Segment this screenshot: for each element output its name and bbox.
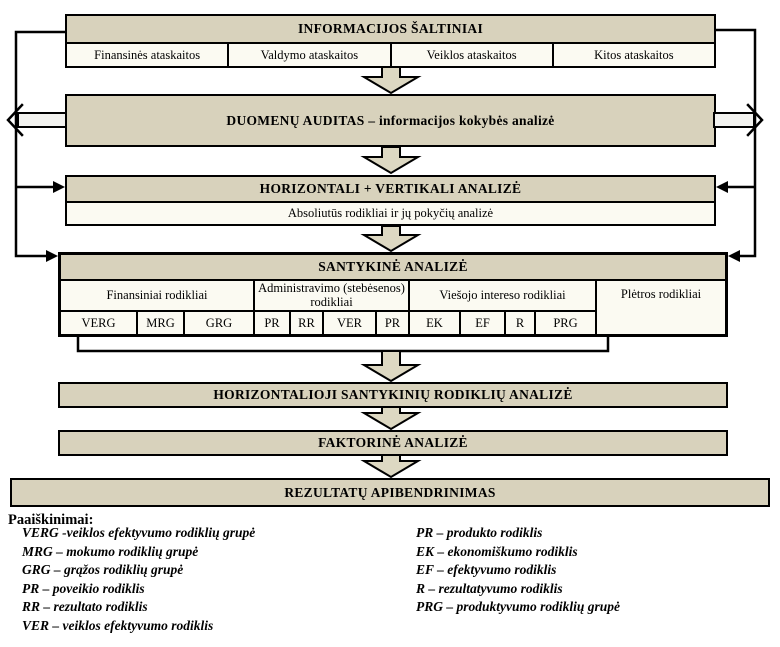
report-cell-other: Kitos ataskaitos [552, 44, 714, 66]
cell-verg: VERG [81, 315, 116, 330]
left-rail-line [16, 32, 66, 256]
group-financial-indicators [61, 281, 253, 334]
relative-analysis-table [58, 252, 728, 337]
info-sources-box [65, 14, 716, 68]
group-administration-label: Administravimo (stebėsenos) rodikliai [255, 281, 408, 312]
legend-item-ek: EK – ekonomiškumo rodiklis [416, 543, 578, 559]
horizontal-vertical-box [65, 175, 716, 226]
relative-analysis-title: SANTYKINĖ ANALIZĖ [61, 255, 725, 281]
legend-item-grg: GRG – grąžos rodiklių grupė [22, 562, 184, 578]
factor-analysis-box: FAKTORINĖ ANALIZĖ [58, 430, 728, 456]
legend-item-ef: EF – efektyvumo rodiklis [416, 562, 557, 578]
horizontal-ratio-box: HORIZONTALIOJI SANTYKINIŲ RODIKLIŲ ANALIZĖ [58, 382, 728, 408]
down-arrow-5-icon [364, 407, 418, 429]
legend-right-column [416, 524, 620, 617]
left-bar-shaft [18, 113, 66, 127]
info-sources-title: INFORMACIJOS ŠALTINIAI [67, 16, 714, 44]
legend-item-r: R – rezultatyvumo rodiklis [416, 580, 563, 596]
left-branch-arrowhead-icon [53, 181, 65, 193]
data-audit-box: DUOMENŲ AUDITAS – informacijos kokybės analizė [65, 94, 716, 147]
report-cell-management: Valdymo ataskaitos [227, 44, 389, 66]
legend-left-column [22, 524, 255, 636]
right-rail-arrowhead-icon [728, 250, 740, 262]
right-rail-line [714, 30, 755, 256]
summary-box: REZULTATŲ APIBENDRINIMAS [10, 478, 770, 507]
down-arrow-1-icon [364, 67, 418, 93]
cell-r: R [504, 312, 534, 334]
cell-mrg: MRG [136, 312, 183, 334]
cell-ek: EK [426, 315, 443, 330]
group-administration-indicators [253, 281, 408, 334]
legend-item-mrg: MRG – mokumo rodiklių grupė [22, 543, 199, 559]
group-public-interest-label: Viešojo intereso rodikliai [410, 281, 595, 312]
down-arrow-3-icon [364, 226, 418, 251]
down-arrow-6-icon [364, 455, 418, 477]
info-sources-report-row [67, 44, 714, 66]
relative-analysis-body [61, 281, 725, 334]
group-public-interest-indicators [408, 281, 595, 334]
legend-item-pr-poveikio: PR – poveikio rodiklis [22, 580, 145, 596]
cell-grg: GRG [183, 312, 253, 334]
down-arrow-2-icon [364, 147, 418, 173]
cell-prg: PRG [534, 312, 595, 334]
legend-item-prg: PRG – produktyvumo rodiklių grupė [416, 599, 621, 615]
group-financial-label: Finansiniai rodikliai [61, 281, 253, 312]
right-bar-arrowhead-icon [748, 105, 762, 135]
report-cell-activity: Veiklos ataskaitos [390, 44, 552, 66]
right-bar-shaft [714, 113, 754, 127]
cell-ver: VER [322, 312, 375, 334]
horizontal-vertical-subtitle: Absoliutūs rodikliai ir jų pokyčių analizė [67, 203, 714, 224]
down-arrow-4-icon [364, 351, 418, 381]
legend-item-ver: VER – veiklos efektyvumo rodiklis [22, 617, 214, 633]
legend-title: Paaiškinimai: [8, 512, 94, 528]
report-cell-financial: Finansinės ataskaitos [94, 47, 201, 62]
legend-item-pr-produkto: PR – produkto rodiklis [416, 525, 543, 540]
legend-item-rr: RR – rezultato rodiklis [22, 599, 148, 615]
table-bottom-bracket [78, 337, 608, 351]
left-bar-arrowhead-icon [8, 105, 22, 135]
right-branch-arrowhead-icon [716, 181, 728, 193]
cell-ef: EF [459, 312, 504, 334]
cell-pr-admin-2: PR [375, 312, 408, 334]
left-rail-arrowhead-icon [46, 250, 58, 262]
cell-pr-admin: PR [264, 315, 280, 330]
cell-rr: RR [289, 312, 322, 334]
group-development-indicators: Plėtros rodikliai [595, 281, 725, 334]
legend-item-verg: VERG -veiklos efektyvumo rodiklių grupė [22, 525, 256, 540]
horizontal-vertical-title: HORIZONTALI + VERTIKALI ANALIZĖ [67, 177, 714, 203]
